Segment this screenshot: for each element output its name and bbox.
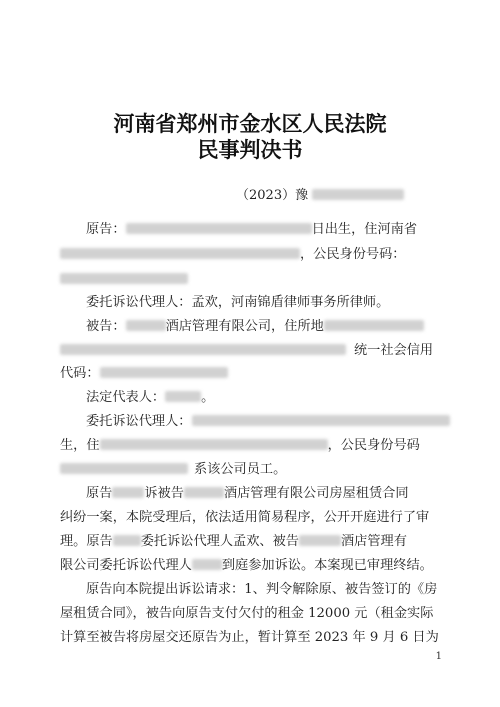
line-text: 法定代表人：: [86, 390, 166, 405]
case-number-prefix: （2023）豫: [236, 188, 309, 203]
line-text: 酒店管理有: [341, 534, 407, 549]
line-text: 委托诉讼代理人：孟欢，河南锦盾律师事务所律师。: [86, 295, 390, 310]
redacted-block: [126, 320, 166, 331]
line-text: 理。原告: [60, 534, 113, 549]
redacted-block: [100, 439, 328, 450]
line-text: 日出生，住河南省: [311, 222, 418, 237]
line-text: ，公民身份号码：: [300, 247, 406, 262]
line-text: 限公司委托诉讼代理人: [60, 558, 192, 573]
line-text: 纠纷一案，本院受理后，依法适用简易程序，公开开庭进行了审: [60, 510, 430, 525]
paragraph-line: [60, 462, 450, 478]
line-text: 被告：: [86, 319, 126, 334]
redacted-block: [165, 391, 201, 402]
document-type: 民事判决书: [197, 137, 303, 162]
line-text: 屋租赁合同》，被告向原告支付欠付的租金 12000 元（租金实际: [60, 606, 434, 621]
paragraph-line: [60, 486, 450, 502]
paragraph-line: [60, 606, 450, 622]
redacted-block: [60, 273, 188, 284]
court-name: 河南省郑州市金水区人民法院: [113, 111, 387, 136]
redacted-block: [60, 463, 188, 474]
redacted-block: [113, 535, 141, 546]
line-text: 。: [201, 390, 215, 405]
paragraph-line: [60, 534, 450, 550]
redacted-block: [60, 344, 346, 355]
paragraph-line: [60, 319, 450, 335]
redacted-block: [184, 487, 224, 498]
line-text: 到庭参加诉讼。本案现已审理终结。: [221, 558, 433, 573]
line-text: 代码：: [60, 366, 100, 381]
line-text: ，公民身份号码: [327, 438, 420, 453]
line-text: 生，住: [60, 438, 100, 453]
line-text: 统一社会信用: [354, 343, 434, 358]
paragraph-line: [60, 272, 450, 288]
redacted-block: [324, 320, 424, 331]
line-text: 酒店管理有限公司，住所地: [165, 319, 324, 334]
paragraph-line: [60, 630, 450, 646]
redacted-block: [126, 223, 312, 234]
line-text: 原告向本院提出诉讼请求：1、判令解除原、被告签订的《房: [86, 582, 438, 597]
line-text: 系该公司员工。: [194, 462, 287, 477]
redacted-block: [60, 248, 300, 259]
paragraph-line: [60, 295, 450, 311]
redacted-block: [299, 535, 341, 546]
paragraph-line: [60, 414, 450, 430]
redacted-block: [192, 559, 222, 570]
line-text: 原告：: [86, 222, 126, 237]
paragraph-line: [60, 558, 450, 574]
paragraph-line: [60, 343, 450, 359]
redacted-block: [312, 189, 404, 200]
line-text: 计算至被告将房屋交还原告为止，暂计算至 2023 年 9 月 6 日为: [60, 630, 439, 645]
line-text: 委托诉讼代理人孟欢、被告: [140, 534, 299, 549]
paragraph-line: [60, 247, 450, 263]
paragraph-line: [60, 510, 450, 526]
line-text: 酒店管理有限公司房屋租赁合同: [223, 486, 409, 501]
case-number: [236, 184, 404, 203]
redacted-block: [112, 487, 144, 498]
line-text: 诉被告: [144, 486, 184, 501]
paragraph-line: [60, 582, 450, 598]
page-number: 1: [435, 651, 442, 662]
paragraph-line: [60, 390, 450, 406]
line-text: 原告: [86, 486, 113, 501]
redacted-block: [192, 415, 450, 426]
redacted-block: [100, 367, 228, 378]
paragraph-line: [60, 438, 450, 454]
paragraph-line: [60, 366, 450, 382]
paragraph-line: [60, 222, 450, 238]
line-text: 委托诉讼代理人：: [86, 414, 192, 429]
